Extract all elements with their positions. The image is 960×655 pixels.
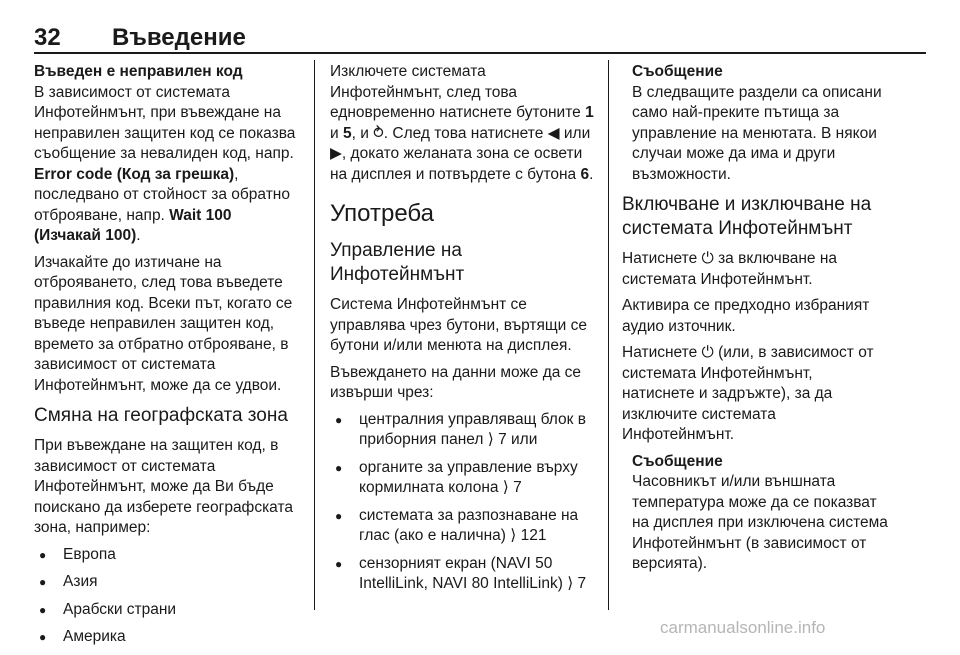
- wait-label: Wait 100 (Изчакай 100): [34, 206, 232, 244]
- button-label: 5: [342, 124, 352, 142]
- text: В зависимост от системата Инфотейнмънт, при въвеждане на неправилен защитен код се показва съобщение за невалиден код, напр.: [34, 83, 296, 162]
- list-item: ● Европа: [34, 545, 300, 566]
- zone-list: [34, 545, 300, 648]
- column-right: [622, 62, 888, 583]
- note-text: В следващите раздели са описани само най-преките пътища за управление на менютата. В някои случаи може да има и други възможности.: [632, 83, 882, 183]
- section-heading: Включване и изключване на системата Инфотейнмънт: [622, 194, 872, 239]
- list-item: ● системата за разпознаване на глас (ако е налична) ⟩ 121: [330, 506, 596, 547]
- text: , последвано от стойност за обратно отброяване, напр.: [34, 165, 290, 224]
- list-item: ● Азия: [34, 572, 300, 593]
- note-title: Съобщение: [632, 452, 723, 470]
- list-item: ● органите за управление върху кормилната колона ⟩ 7: [330, 458, 596, 499]
- text: Изключете системата Инфотейнмънт, след това едновременно натиснете бутоните: [330, 63, 586, 121]
- column-left: [34, 62, 300, 655]
- note-box: [622, 452, 888, 575]
- list-item: ● Арабски страни: [34, 600, 300, 621]
- column-divider: [608, 60, 609, 610]
- paragraph: [330, 62, 596, 185]
- note-box: [622, 62, 888, 185]
- input-methods-list: [330, 410, 596, 595]
- text: .: [136, 227, 141, 244]
- paragraph: [34, 83, 300, 247]
- list-item: ● централния управляващ блок в приборния панел ⟩ 7 или: [330, 410, 596, 451]
- text: .: [589, 165, 594, 183]
- section-heading: Въведен е неправилен код: [34, 63, 243, 80]
- page-number: 32: [34, 24, 61, 51]
- paragraph: Натиснете ⏻ (или, в зависимост от системата Инфотейнмънт, натиснете и задръжте), за да изключите системата Инфотейнмънт.: [622, 344, 874, 443]
- note-text: Часовникът и/или външната температура може да се показват на дисплея при изключена система Инфотейнмънт (в зависимост от версията).: [632, 473, 888, 572]
- page-title: Въведение: [112, 24, 246, 51]
- button-label: 1: [585, 104, 594, 121]
- paragraph: При въвеждане на защитен код, в зависимост от системата Инфотейнмънт, може да Ви бъде поискано да изберете географската зона, например:: [34, 437, 294, 536]
- chapter-heading: Употреба: [330, 200, 434, 227]
- paragraph: Активира се предходно избраният аудио източник.: [622, 297, 870, 335]
- list-item: ● Америка: [34, 627, 300, 648]
- page-header: [34, 22, 926, 54]
- paragraph: Изчакайте до изтичане на отброяването, след това въведете правилния код. Всеки път, когато се въведе неправилен защитен код, времето за отбратно отброяване, в зависимост от системата Инфотейнмънт, може да се удвои.: [34, 253, 293, 394]
- paragraph: Въвеждането на данни може да се извърши чрез:: [330, 363, 582, 401]
- column-middle: [330, 62, 596, 602]
- error-code-label: Error code (Код за грешка): [34, 165, 235, 183]
- paragraph: Натиснете ⏻ за включване на системата Инфотейнмънт.: [622, 250, 838, 288]
- text: , и ⥁. След това натиснете ◀ или ▶, докато желаната зона се освети на дисплея и потвърдете с бутона: [330, 124, 591, 183]
- watermark: carmanualsonline.info: [660, 618, 826, 637]
- note-title: Съобщение: [632, 63, 723, 80]
- section-heading: Смяна на географската зона: [34, 405, 288, 426]
- paragraph: Система Инфотейнмънт се управлява чрез бутони, въртящи се бутони и/или менюта на дисплея.: [330, 296, 588, 354]
- section-heading: Управление на Инфотейнмънт: [330, 240, 465, 285]
- column-divider: [314, 60, 315, 610]
- button-label: 6: [580, 165, 590, 183]
- list-item: ● сензорният екран (NAVI 50 IntelliLink, NAVI 80 IntelliLink) ⟩ 7: [330, 554, 596, 595]
- text: и: [330, 124, 343, 142]
